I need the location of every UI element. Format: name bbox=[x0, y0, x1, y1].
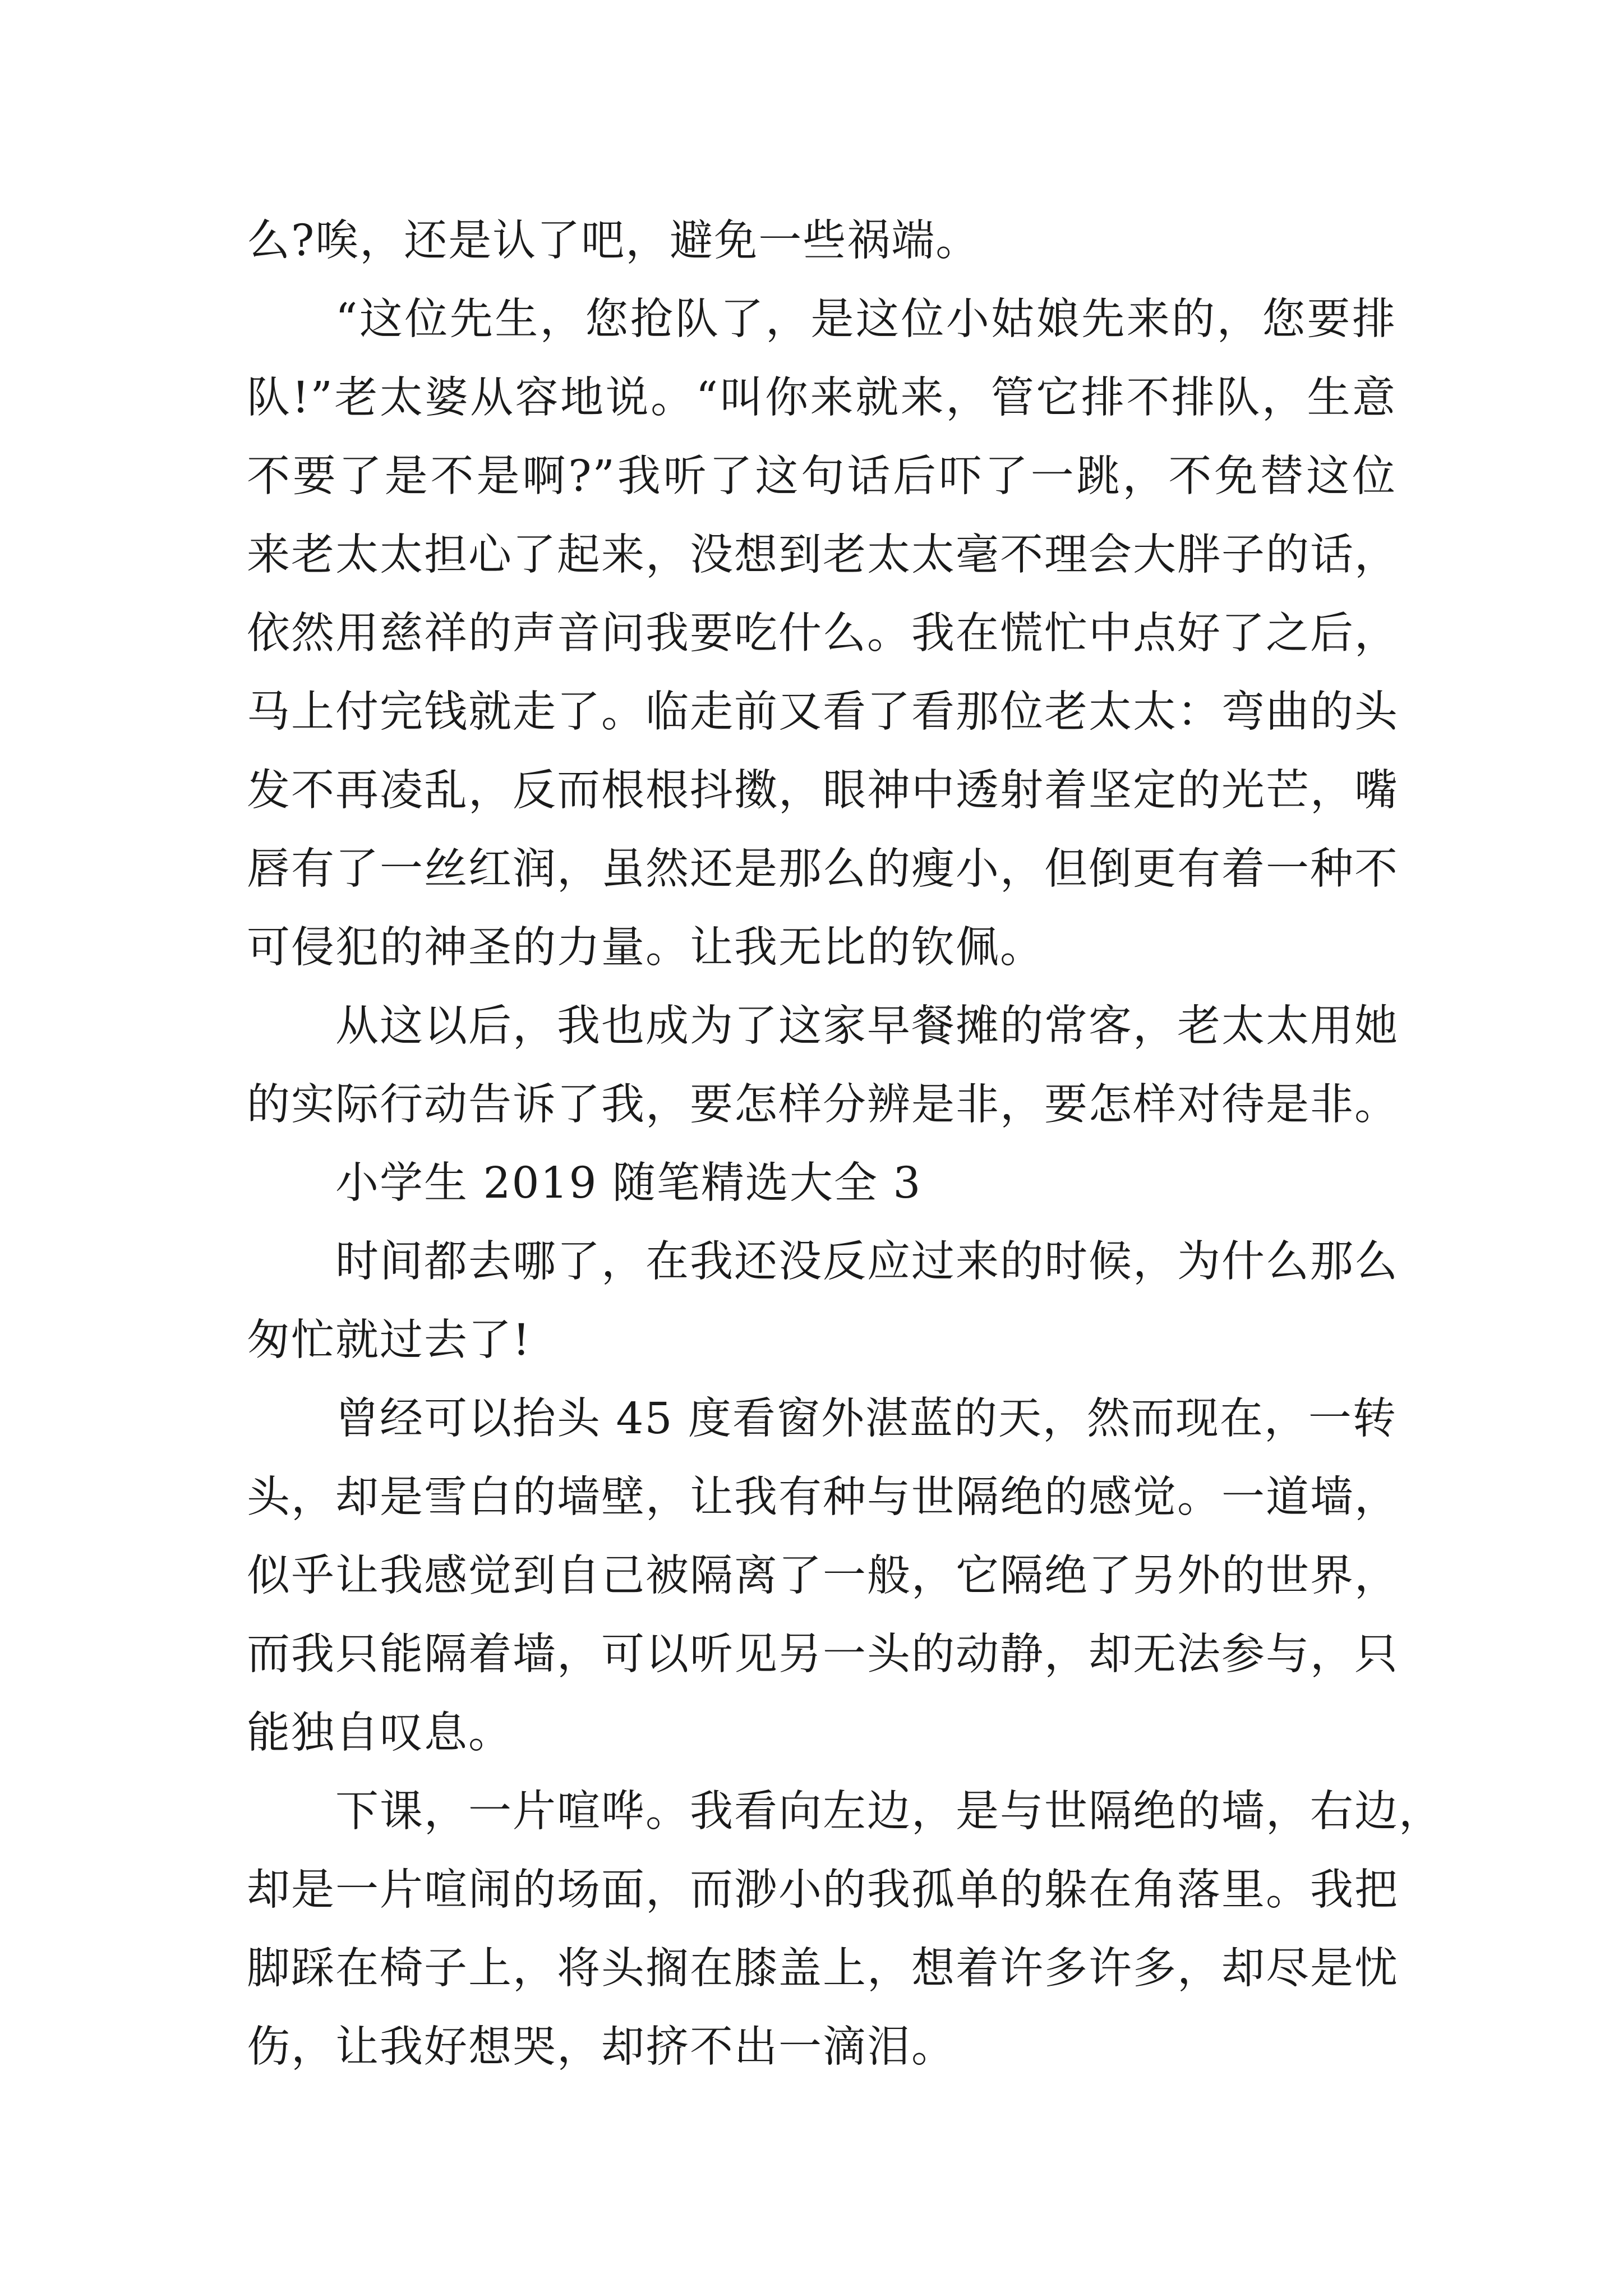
text-line: 的实际行动告诉了我，要怎样分辨是非，要怎样对待是非。 bbox=[247, 1080, 1399, 1130]
text-line: 曾经可以抬头 45 度看窗外湛蓝的天，然而现在，一转 bbox=[335, 1394, 1397, 1444]
text-line: 却是一片喧闹的场面，而渺小的我孤单的躲在角落里。我把 bbox=[247, 1865, 1399, 1915]
text-line: 队!”老太婆从容地说。“叫你来就来，管它排不排队，生意 bbox=[247, 373, 1396, 423]
text-line: 头，却是雪白的墙壁，让我有种与世隔绝的感觉。一道墙， bbox=[247, 1473, 1399, 1522]
text-line: 发不再凌乱，反而根根抖擞，眼神中透射着坚定的光芒，嘴 bbox=[247, 766, 1399, 816]
text-line: 时间都去哪了，在我还没反应过来的时候，为什么那么 bbox=[335, 1237, 1399, 1287]
text-line: 能独自叹息。 bbox=[247, 1708, 513, 1758]
text-line: 下课，一片喧哗。我看向左边，是与世隔绝的墙，右边， bbox=[335, 1787, 1443, 1837]
text-line: 么?唉，还是认了吧，避免一些祸端。 bbox=[247, 216, 980, 266]
text-line: 匆忙就过去了! bbox=[247, 1315, 531, 1365]
text-line: 脚踩在椅子上，将头搁在膝盖上，想着许多许多，却尽是忧 bbox=[247, 1944, 1399, 1994]
text-line: 小学生 2019 随笔精选大全 3 bbox=[335, 1158, 922, 1208]
text-line: 而我只能隔着墙，可以听见另一头的动静，却无法参与，只 bbox=[247, 1630, 1399, 1680]
text-line: “这位先生，您抢队了，是这位小姑娘先来的，您要排 bbox=[335, 295, 1396, 344]
text-line: 依然用慈祥的声音问我要吃什么。我在慌忙中点好了之后， bbox=[247, 609, 1399, 659]
text-line: 伤，让我好想哭，却挤不出一滴泪。 bbox=[247, 2022, 956, 2072]
document-body bbox=[247, 202, 1443, 2087]
text-line: 从这以后，我也成为了这家早餐摊的常客，老太太用她 bbox=[335, 1001, 1399, 1051]
text-line: 唇有了一丝红润，虽然还是那么的瘦小，但倒更有着一种不 bbox=[247, 844, 1399, 894]
text-line: 不要了是不是啊?”我听了这句话后吓了一跳，不免替这位 bbox=[247, 452, 1396, 501]
text-line: 似乎让我感觉到自己被隔离了一般，它隔绝了另外的世界， bbox=[247, 1551, 1399, 1601]
text-line: 马上付完钱就走了。临走前又看了看那位老太太：弯曲的头 bbox=[247, 687, 1399, 737]
text-line: 可侵犯的神圣的力量。让我无比的钦佩。 bbox=[247, 923, 1044, 973]
text-line: 来老太太担心了起来，没想到老太太毫不理会大胖子的话， bbox=[247, 530, 1399, 580]
